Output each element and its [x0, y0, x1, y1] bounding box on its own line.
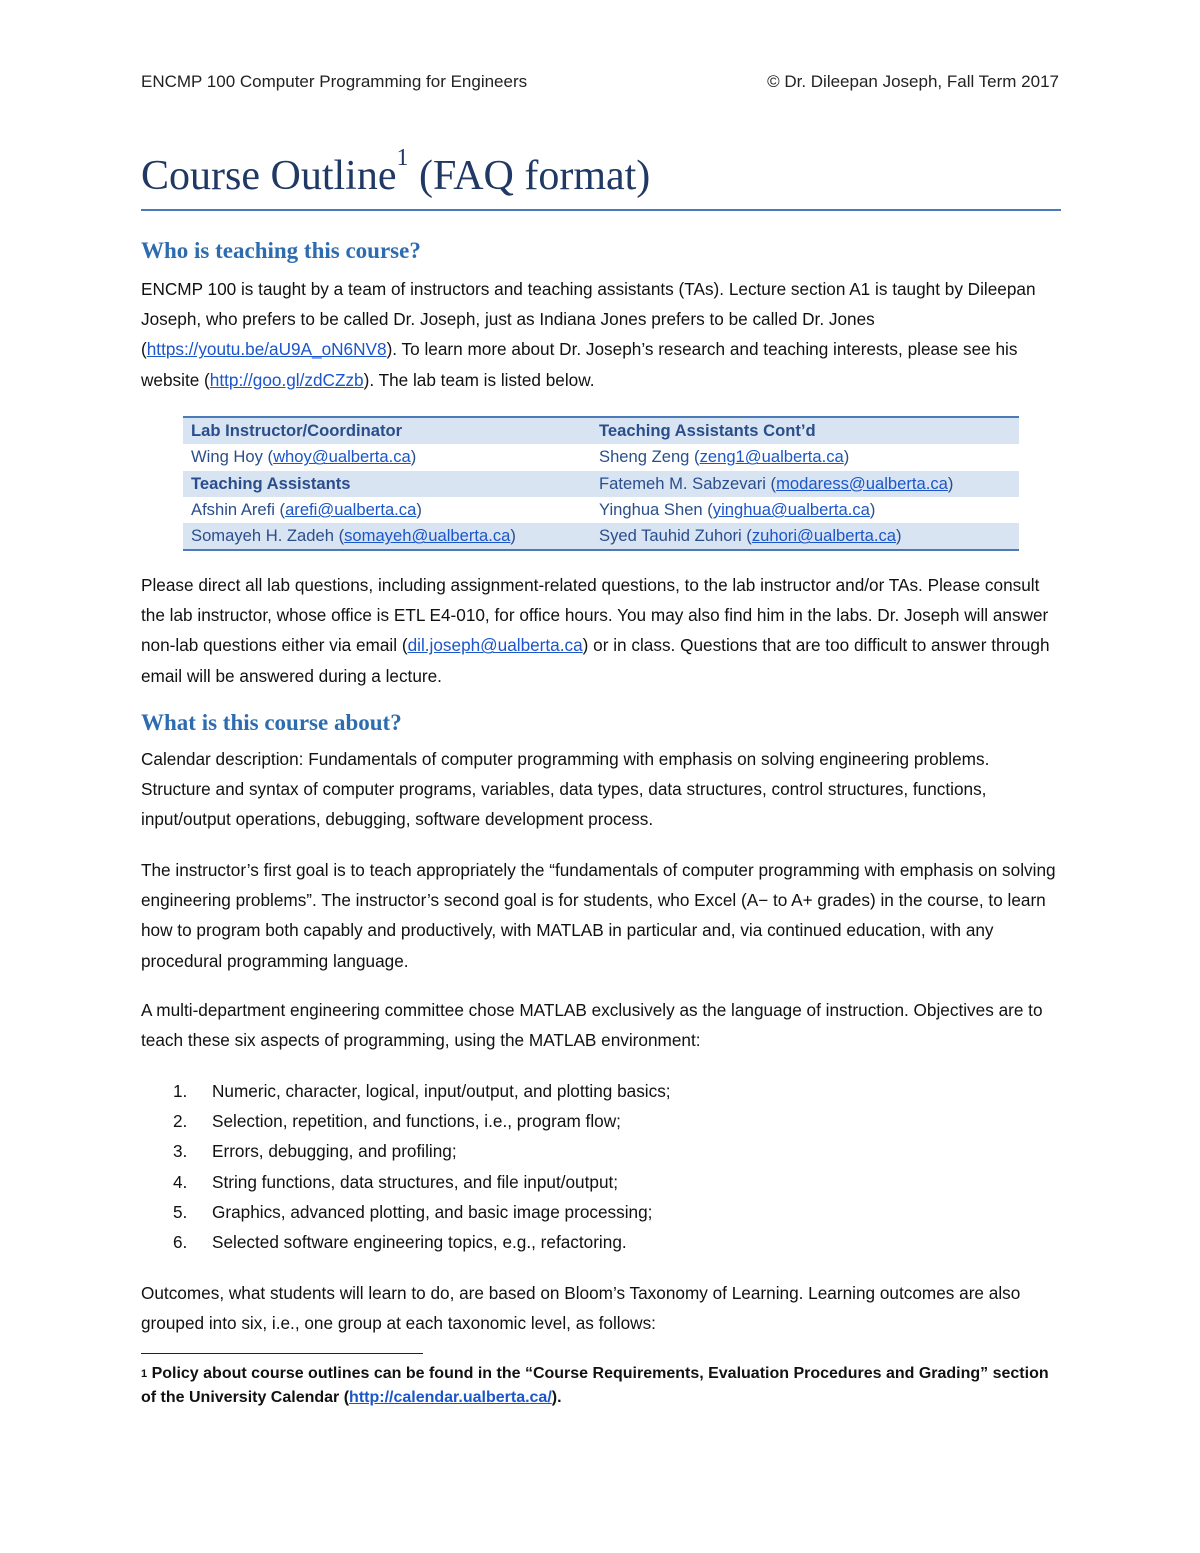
- staff-cell: [183, 444, 591, 470]
- title-footnote-mark[interactable]: 1: [396, 145, 409, 171]
- staff-name: Yinghua Shen: [599, 500, 703, 520]
- section-heading-who-teaches: Who is teaching this course?: [141, 238, 421, 263]
- staff-name: Syed Tauhid Zuhori: [599, 526, 742, 546]
- paren: (: [741, 526, 752, 546]
- staff-email-link[interactable]: zuhori@ualberta.ca: [751, 526, 896, 546]
- staff-cell: [591, 471, 1019, 497]
- calendar-link[interactable]: http://calendar.ualberta.ca/: [349, 1389, 552, 1406]
- list-item-text: Selected software engineering topics, e.g., refactoring.: [212, 1231, 627, 1252]
- header-copyright: © Dr. Dileepan Joseph, Fall Term 2017: [767, 72, 1059, 91]
- list-item: [141, 1167, 671, 1197]
- staff-cell: [183, 497, 591, 523]
- staff-email-link[interactable]: zeng1@ualberta.ca: [699, 447, 844, 467]
- staff-cell: [183, 523, 591, 550]
- footnote-mark: 1: [141, 1368, 148, 1380]
- footnote-text-1: Policy about course outlines can be found in the “Course Requirements, Evaluation Procedures and Grading” section of the University Calendar (: [141, 1365, 1049, 1406]
- intro-paragraph: [141, 274, 1061, 395]
- title-suffix: (FAQ format): [408, 153, 651, 199]
- paren: ): [416, 500, 422, 520]
- table-heading-cell: Teaching Assistants Cont’d: [591, 417, 1019, 444]
- paren: ): [895, 526, 902, 546]
- table-row: [183, 471, 1019, 497]
- list-item-number: 4.: [173, 1171, 188, 1192]
- header-course-name: ENCMP 100 Computer Programming for Engineers: [141, 72, 528, 91]
- paren: (: [333, 526, 345, 546]
- list-item-text: String functions, data structures, and file input/output;: [212, 1171, 619, 1192]
- lab-questions-text-2: ) or in class. Questions that are too difficult to answer through email will be answered during a lecture.: [141, 635, 1050, 686]
- table-heading-cell: Lab Instructor/Coordinator: [183, 417, 591, 444]
- staff-email-link[interactable]: somayeh@ualberta.ca: [344, 526, 511, 546]
- staff-name: Sheng Zeng: [599, 447, 690, 467]
- page-title: [141, 145, 1061, 204]
- calendar-description: Calendar description: Fundamentals of computer programming with emphasis on solving engineering problems. Structure and syntax of computer programs, variables, data types, data structures, control structures, functions, input/output operations, debugging, software development process.: [141, 749, 990, 830]
- list-item-number: 2.: [173, 1111, 188, 1132]
- paren: (: [765, 473, 777, 493]
- list-item: [141, 1076, 671, 1106]
- lab-team-table: [183, 416, 1019, 551]
- title-main: Course Outline: [141, 153, 397, 199]
- footnote: [141, 1362, 1061, 1410]
- list-item-number: 5.: [173, 1201, 188, 1222]
- staff-cell: [591, 523, 1019, 550]
- list-item-number: 1.: [173, 1081, 188, 1101]
- lab-questions-text-1: Please direct all lab questions, including assignment-related questions, to the lab instructor and/or TAs. Please consult the lab instructor, whose office is ETL E4-010, for office hours. You may also find him in the labs. Dr. Joseph will answer non-lab questions either via email (: [141, 575, 1049, 656]
- instructor-goals-paragraph: The instructor’s first goal is to teach appropriately the “fundamentals of computer programming with emphasis on solving engineering problems”. The instructor’s second goal is for students, who Excel (A− to A+ grades) in the course, to learn how to program both capably and productively, with MATLAB in particular and, via continued education, with any procedural programming language.: [141, 860, 1056, 971]
- table-row: [183, 523, 1019, 550]
- joseph-email-link[interactable]: dil.joseph@ualberta.ca: [407, 635, 583, 656]
- list-item-number: 3.: [173, 1141, 188, 1162]
- youtube-link[interactable]: https://youtu.be/aU9A_oN6NV8: [146, 339, 387, 360]
- outcomes-paragraph: Outcomes, what students will learn to do, are based on Bloom’s Taxonomy of Learning. Learning outcomes are also grouped into six, i.e., one group at each taxonomic level, as follows:: [141, 1283, 1021, 1334]
- list-item-number: 6.: [173, 1231, 188, 1252]
- paren: (: [262, 447, 274, 467]
- table-heading-cell: Teaching Assistants: [183, 471, 591, 497]
- staff-cell: [591, 444, 1019, 470]
- footnote-text-2: ).: [551, 1389, 562, 1406]
- paren: ): [843, 447, 850, 467]
- committee-paragraph: A multi-department engineering committee chose MATLAB exclusively as the language of instruction. Objectives are to teach these six aspects of programming, using the MATLAB environment:: [141, 1000, 1043, 1051]
- title-divider: [141, 209, 1061, 211]
- table-row: [183, 444, 1019, 470]
- table-row: [183, 497, 1019, 523]
- staff-name: Afshin Arefi: [191, 500, 275, 520]
- staff-email-link[interactable]: whoy@ualberta.ca: [273, 447, 411, 467]
- paren: (: [702, 500, 713, 520]
- staff-name: Fatemeh M. Sabzevari: [599, 473, 766, 493]
- staff-email-link[interactable]: arefi@ualberta.ca: [285, 500, 417, 520]
- paren: ): [510, 526, 516, 546]
- list-item: [141, 1106, 671, 1136]
- intro-text-2: ). To learn more about Dr. Joseph’s research and teaching interests, please see his website (: [141, 339, 1018, 390]
- list-item-text: Selection, repetition, and functions, i.e., program flow;: [212, 1111, 621, 1132]
- list-item: [141, 1136, 671, 1166]
- list-item-text: Errors, debugging, and profiling;: [212, 1141, 457, 1162]
- staff-email-link[interactable]: yinghua@ualberta.ca: [712, 500, 870, 520]
- staff-name: Wing Hoy: [191, 447, 263, 467]
- paren: ): [410, 447, 417, 467]
- intro-text-1: ENCMP 100 is taught by a team of instructors and teaching assistants (TAs). Lecture section A1 is taught by Dileepan Joseph, who prefers to be called Dr. Joseph, just as Indiana Jones prefers to be called Dr. Jones (: [141, 279, 1036, 360]
- table-row: [183, 417, 1019, 444]
- list-item-text: Numeric, character, logical, input/output, and plotting basics;: [212, 1081, 671, 1101]
- staff-name: Somayeh H. Zadeh: [191, 526, 334, 546]
- section-heading-course-about: What is this course about?: [141, 710, 402, 735]
- paren: (: [274, 500, 286, 520]
- website-link[interactable]: http://goo.gl/zdCZzb: [209, 369, 364, 390]
- footnote-separator: [141, 1353, 423, 1354]
- lab-questions-paragraph: [141, 570, 1061, 691]
- paren: ): [947, 473, 954, 493]
- paren: (: [689, 447, 700, 467]
- staff-email-link[interactable]: modaress@ualberta.ca: [776, 473, 948, 493]
- list-item: [141, 1227, 671, 1257]
- list-item-text: Graphics, advanced plotting, and basic image processing;: [212, 1201, 653, 1222]
- list-item: [141, 1197, 671, 1227]
- paren: ): [869, 500, 876, 520]
- page-header: [141, 72, 1059, 98]
- intro-text-3: ). The lab team is listed below.: [363, 369, 595, 390]
- objectives-list: [141, 1076, 671, 1257]
- staff-cell: [591, 497, 1019, 523]
